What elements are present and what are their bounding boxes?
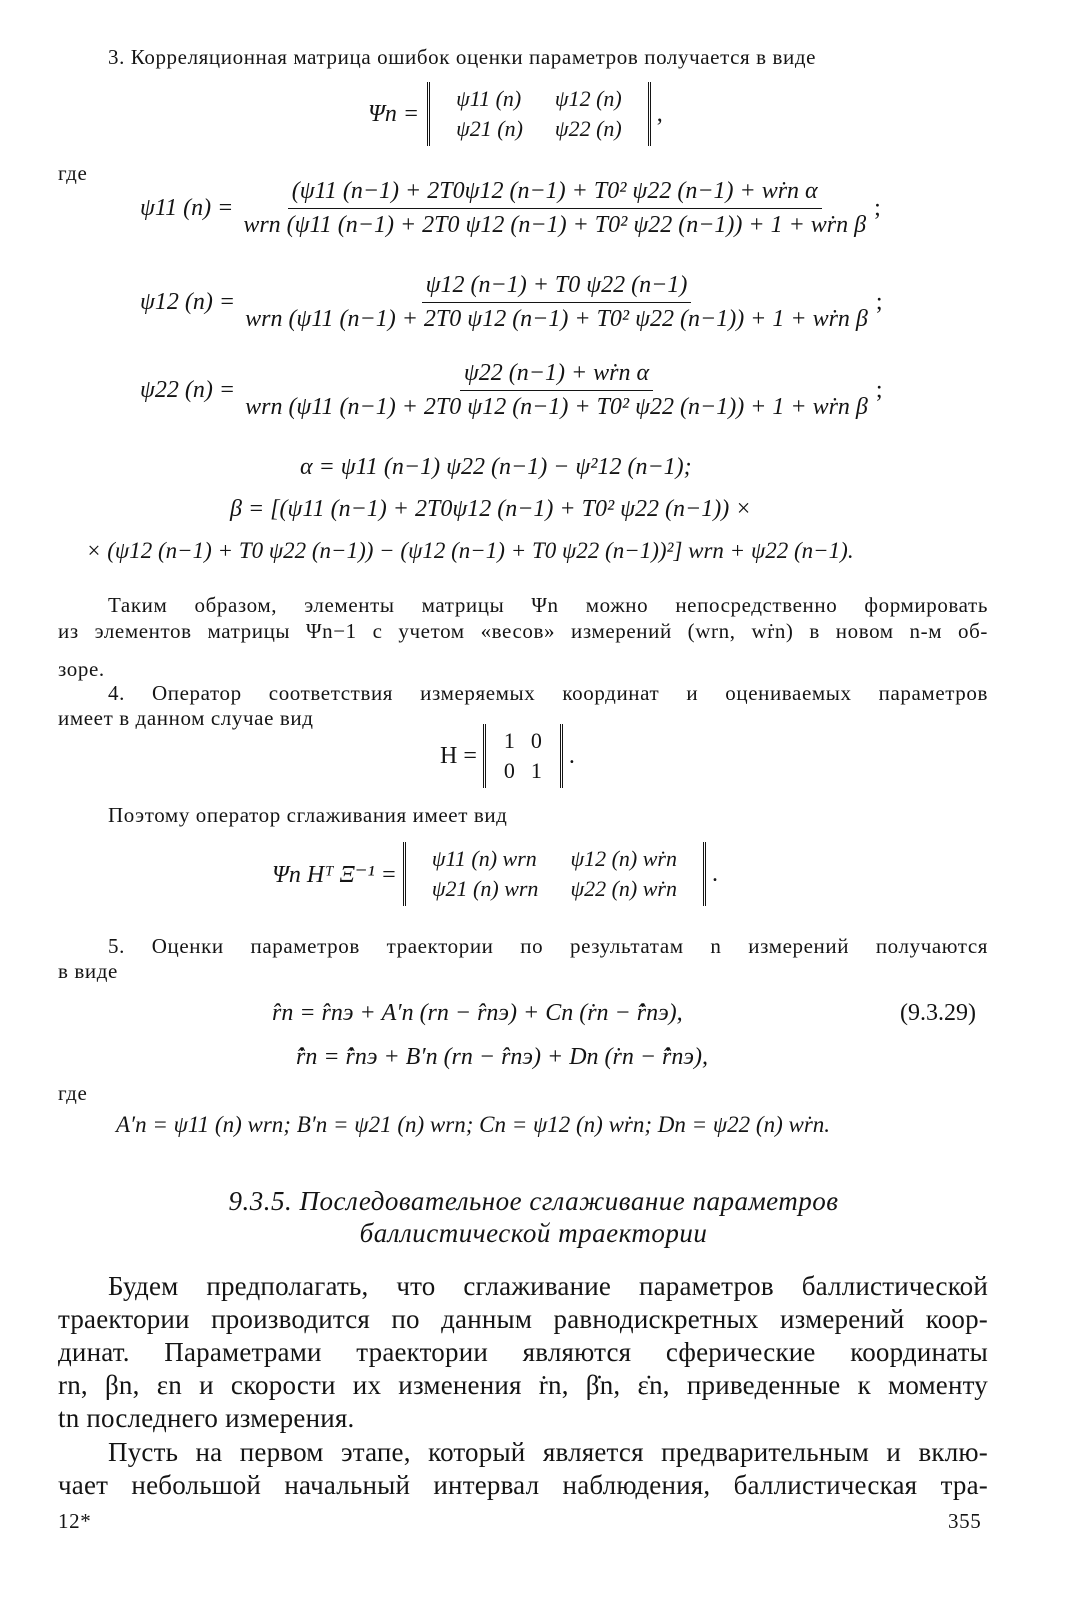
equation-beta-line1: β = [(ψ11 (n−1) + 2T0ψ12 (n−1) + T0² ψ22 (n−1)) × xyxy=(230,496,752,522)
fraction xyxy=(239,178,870,239)
numerator: (ψ11 (n−1) + 2T0ψ12 (n−1) + T0² ψ22 (n−1) + wṙn α xyxy=(288,178,822,209)
body-line: Будем предполагать, что сглаживание параметров баллистической xyxy=(108,1271,988,1301)
paragraph-line: из элементов матрицы Ψn−1 с учетом «весов» измерений (wrn, wṙn) в новом n-м об- xyxy=(58,619,988,643)
equation-beta-line2: × (ψ12 (n−1) + T0 ψ22 (n−1)) − (ψ12 (n−1) + T0 ψ22 (n−1))²] wrn + ψ22 (n−1). xyxy=(86,538,854,563)
matrix-cell: ψ22 (n) wṙn xyxy=(570,876,677,901)
equation-tail: ; xyxy=(875,289,883,315)
equation-lhs: ψ11 (n) = xyxy=(140,195,234,221)
equation-psi11 xyxy=(140,178,881,239)
matrix-cell: 1 xyxy=(530,758,542,783)
denominator: wrn (ψ11 (n−1) + 2T0 ψ12 (n−1) + T0² ψ22 (n−1)) + 1 + wṙn β xyxy=(243,212,867,238)
matrix-cell: ψ11 (n) wrn xyxy=(431,846,537,871)
matrix-cell: ψ21 (n) xyxy=(456,116,523,141)
paragraph-line: зоре. xyxy=(58,657,105,681)
psi-tail: , xyxy=(656,100,663,127)
psi-lhs: Ψn = xyxy=(368,100,420,127)
equation-r-estimate: r̂n = r̂nэ + A′n (rn − r̂nэ) + Cn (ṙn − r̂̇nэ), xyxy=(272,1000,683,1026)
paragraph-line: Таким образом, элементы матрицы Ψn можно непосредственно формировать xyxy=(108,593,988,617)
numerator: ψ12 (n−1) + T0 ψ22 (n−1) xyxy=(422,272,692,303)
psi-matrix-equation xyxy=(368,82,663,146)
fraction xyxy=(241,272,872,333)
matrix-cell: 0 xyxy=(530,728,542,753)
where-label: где xyxy=(58,161,88,185)
smoothing-intro: Поэтому оператор сглаживания имеет вид xyxy=(108,803,508,827)
equation-number: (9.3.29) xyxy=(900,1000,976,1026)
equation-tail: ; xyxy=(875,377,883,403)
smoothing-operator-equation xyxy=(272,842,718,906)
matrix-cell: ψ12 (n) xyxy=(554,86,622,111)
denominator: wrn (ψ11 (n−1) + 2T0 ψ12 (n−1) + T0² ψ22 (n−1)) + 1 + wṙn β xyxy=(245,306,868,332)
item5-line2: в виде xyxy=(58,959,118,983)
equation-rdot-estimate: r̂̇n = r̂̇nэ + B′n (rn − r̂nэ) + Dn (ṙn − r̂̇nэ), xyxy=(296,1044,708,1070)
h-lhs: H = xyxy=(440,742,477,769)
equation-psi22 xyxy=(140,360,883,421)
body-line: tn последнего измерения. xyxy=(58,1403,355,1433)
body-line: динат. Параметрами траектории являются сферические координаты xyxy=(58,1337,988,1367)
section-title-line2: баллистической траектории xyxy=(359,1218,708,1248)
h-tail: . xyxy=(568,742,575,769)
equation-lhs: ψ12 (n) = xyxy=(140,289,236,315)
h-matrix xyxy=(483,724,563,788)
smoothing-tail: . xyxy=(712,860,718,887)
smoothing-matrix xyxy=(403,842,706,906)
body-line: rn, βn, εn и скорости их изменения ṙn, β̇n, ε̇n, приведенные к моменту xyxy=(58,1370,988,1400)
equation-lhs: ψ22 (n) = xyxy=(140,377,236,403)
matrix-cell: ψ21 (n) wrn xyxy=(431,876,539,901)
equation-coefficients: A′n = ψ11 (n) wrn; B′n = ψ21 (n) wrn; Cn = ψ12 (n) wṙn; Dn = ψ22 (n) wṙn. xyxy=(116,1112,831,1137)
numerator: ψ22 (n−1) + wṙn α xyxy=(460,360,653,391)
body-line: чает небольшой начальный интервал наблюдения, баллистическая тра- xyxy=(58,1470,988,1500)
psi-matrix xyxy=(427,82,651,146)
denominator: wrn (ψ11 (n−1) + 2T0 ψ12 (n−1) + T0² ψ22 (n−1)) + 1 + wṙn β xyxy=(245,394,868,420)
item5-line1: 5. Оценки параметров траектории по результатам n измерений получаются xyxy=(108,934,988,958)
body-line: Пусть на первом этапе, который является предварительным и вклю- xyxy=(108,1437,988,1467)
matrix-cell: ψ22 (n) xyxy=(554,116,622,141)
matrix-cell: 0 xyxy=(503,758,515,783)
section-title-line1: 9.3.5. Последовательное сглаживание параметров xyxy=(228,1186,839,1216)
matrix-cell: 1 xyxy=(503,728,515,753)
matrix-cell: ψ11 (n) xyxy=(456,86,522,111)
body-line: траектории производится по данным равнодискретных измерений коор- xyxy=(58,1304,988,1334)
item4-line2: имеет в данном случае вид xyxy=(58,706,314,730)
item3-intro: 3. Корреляционная матрица ошибок оценки параметров получается в виде xyxy=(108,45,817,69)
equation-psi12 xyxy=(140,272,883,333)
where-label: где xyxy=(58,1081,88,1105)
smoothing-lhs: Ψn Hᵀ Ξ⁻¹ = xyxy=(272,861,397,888)
page-number: 355 xyxy=(948,1509,982,1533)
equation-tail: ; xyxy=(874,195,881,221)
item4-line1: 4. Оператор соответствия измеряемых координат и оцениваемых параметров xyxy=(108,681,988,705)
matrix-cell: ψ12 (n) wṙn xyxy=(570,846,677,871)
h-matrix-equation xyxy=(440,724,575,788)
equation-alpha: α = ψ11 (n−1) ψ22 (n−1) − ψ²12 (n−1); xyxy=(300,454,692,480)
signature-mark: 12* xyxy=(58,1509,92,1533)
fraction xyxy=(241,360,872,421)
